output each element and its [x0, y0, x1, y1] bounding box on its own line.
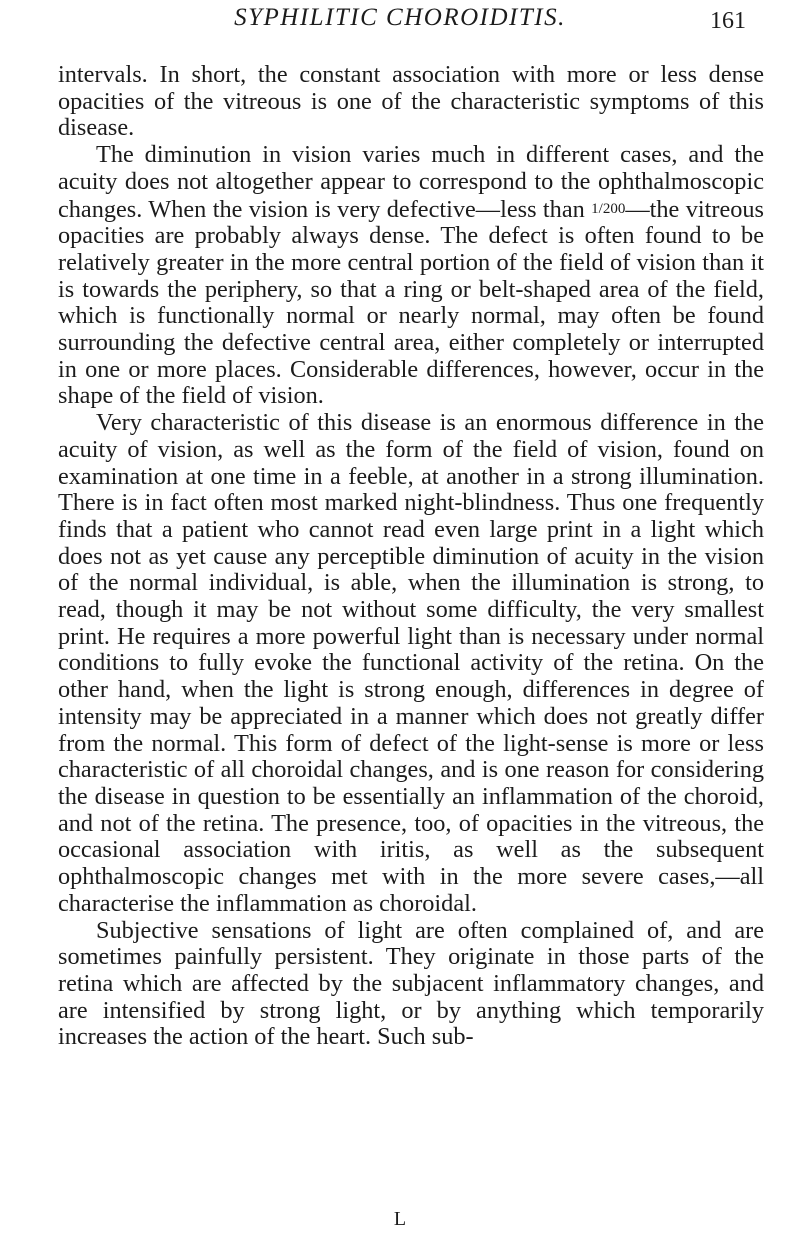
paragraph-4: Subjective sensations of light are often complained of, and are sometimes painfully persistent. They originate in those parts of the retina which are affected by the subjacent inflammatory changes, and are intensified by strong light, or by anything which temporarily increases the action of the heart. Such sub- [58, 916, 764, 1051]
paragraph-3: Very characteristic of this disease is an enormous difference in the acuity of vision, as well as the form of the field of vision, found on examination at one time in a feeble, at another in a strong illumination. There is in fact often most marked night-blindness. Thus one frequently finds that a patient who cannot read even large print in a light which does not as yet cause any perceptible diminution of acuity in the vision of the normal individual, is able, when the illumination is strong, to read, though it may be not without some difficulty, the very smallest print. He requires a more powerful light than is necessary under normal conditions to fully evoke the functional activity of the retina. On the other hand, when the light is strong enough, differences in degree of intensity may be appreciated in a manner which does not greatly differ from the normal. This form of defect of the light-sense is more or less characteristic of all choroidal changes, and is one reason for considering the disease in question to be essentially an inflammation of the choroid, and not of the retina. The presence, too, of opacities in the vitreous, the occasional association with iritis, as well as the subsequent ophthalmoscopic changes met with in the more severe cases,—all characterise the inflammation as choroidal. [58, 409, 764, 917]
body-text [58, 62, 764, 1051]
paragraph-1: intervals. In short, the constant association with more or less dense opacities of the vitreous is one of the characteristic symptoms of this disease. [58, 61, 764, 142]
paragraph-2 [58, 142, 764, 410]
vision-fraction: 1/200 [591, 200, 626, 217]
page-number: 161 [710, 8, 746, 34]
paragraph-2-end: —the vitreous opacities are probably always dense. The defect is often found to be relatively greater in the more central portion of the field of vision than it is towards the periphery, so that a ring or belt-shaped area of the field, which is functionally normal or nearly normal, may often be found surrounding the defective central area, either completely or interrupted in one or more places. Considerable differences, however, occur in the shape of the field of vision. [58, 195, 764, 410]
paragraph-2-start: The diminution in vision varies much in different cases, and the acuity does not altogether appear to correspond to the ophthalmoscopic changes. When the vision is very defective—less than [58, 141, 764, 223]
signature-mark: L [393, 1208, 407, 1230]
running-head: SYPHILITIC CHOROIDITIS. [234, 4, 566, 31]
